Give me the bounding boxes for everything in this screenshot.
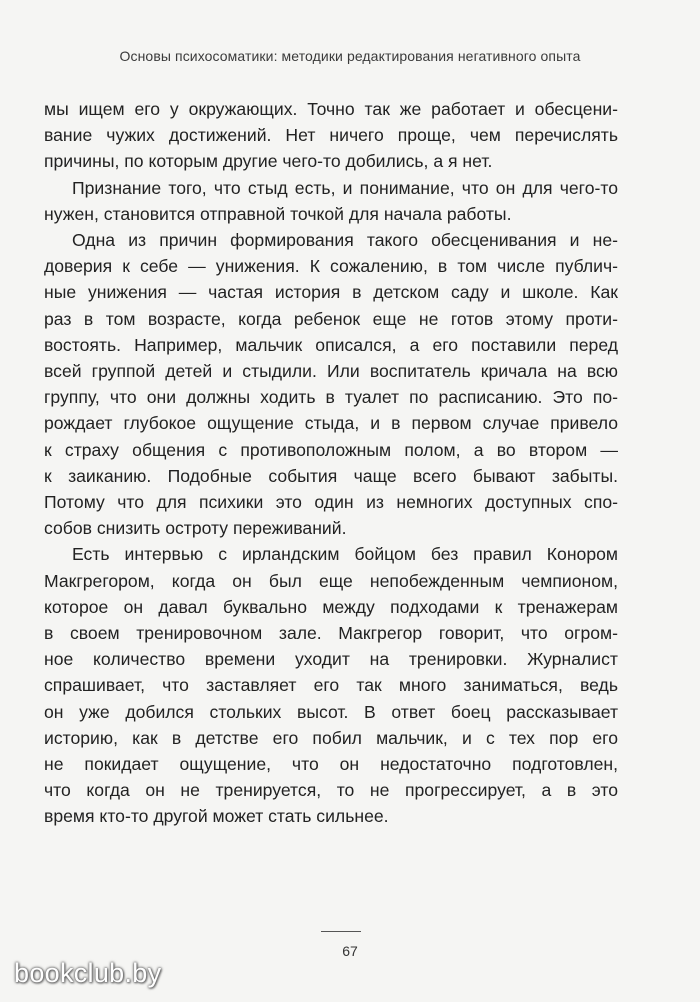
text-line: мы ищем его у окружающих. Точно так же работает и обесцени- [44, 99, 618, 119]
text-line: всей группой детей и стыдили. Или воспитатель кричала на всю [44, 361, 618, 382]
watermark: bookclub.by [14, 958, 162, 988]
text-line: он уже добился стольких высот. В ответ боец рассказывает [44, 701, 618, 722]
paragraph [44, 175, 618, 227]
text-line: в своем тренировочном зале. Макгрегор говорит, что огром- [44, 623, 618, 644]
text-line: группу, что они должны ходить в туалет по расписанию. Это по- [44, 387, 618, 408]
text-line: к страху общения с противоположным полом, а во втором — [44, 439, 618, 460]
page-number-rule [321, 931, 361, 932]
paragraph [44, 96, 618, 175]
text-line: не покидает ощущение, что он недостаточно подготовлен, [44, 754, 618, 775]
text-line: что когда он не тренируется, то не прогрессирует, а в это [44, 780, 618, 801]
text-line: Есть интервью с ирландским бойцом без правил Конором [72, 544, 618, 565]
text-line: раз в том возрасте, когда ребенок еще не готов этому проти- [44, 308, 618, 329]
text-line: вание чужих достижений. Нет ничего проще, чем перечислять [44, 125, 618, 146]
text-line: доверия к себе — унижения. К сожалению, в том числе публич- [44, 256, 618, 277]
running-head: Основы психосоматики: методики редактирования негативного опыта [119, 48, 581, 64]
text-line: причины, по которым другие чего-то добились, а я нет. [44, 151, 493, 172]
page-number: 67 [342, 943, 358, 959]
text-line: Потому что для психики это один из немногих доступных спо- [44, 492, 618, 513]
body-text [44, 96, 618, 830]
text-line: нужен, становится отправной точкой для начала работы. [44, 203, 512, 224]
text-line: востоять. Например, мальчик описался, а его поставили перед [44, 334, 618, 355]
text-line: рождает глубокое ощущение стыда, и в первом случае привело [44, 413, 618, 434]
text-line: Признание того, что стыд есть, и понимание, что он для чего-то [72, 177, 618, 198]
text-line: ное количество времени уходит на тренировки. Журналист [44, 649, 618, 670]
text-line: ные унижения — частая история в детском саду и школе. Как [44, 282, 618, 303]
paragraph [44, 541, 618, 829]
text-line: к заиканию. Подобные события чаще всего бывают забыты. [44, 465, 618, 486]
text-line: историю, как в детстве его побил мальчик, и с тех пор его [44, 727, 618, 748]
text-line: Одна из причин формирования такого обесценивания и не- [72, 230, 618, 251]
paragraph [44, 227, 618, 541]
text-line: спрашивает, что заставляет его так много заниматься, ведь [44, 675, 618, 696]
text-line: Макгрегором, когда он был еще непобежденным чемпионом, [44, 570, 618, 591]
text-line: которое он давал буквально между подходами к тренажерам [44, 596, 618, 617]
text-line: время кто-то другой может стать сильнее. [44, 806, 389, 827]
text-line: собов снизить остроту переживаний. [44, 518, 347, 539]
